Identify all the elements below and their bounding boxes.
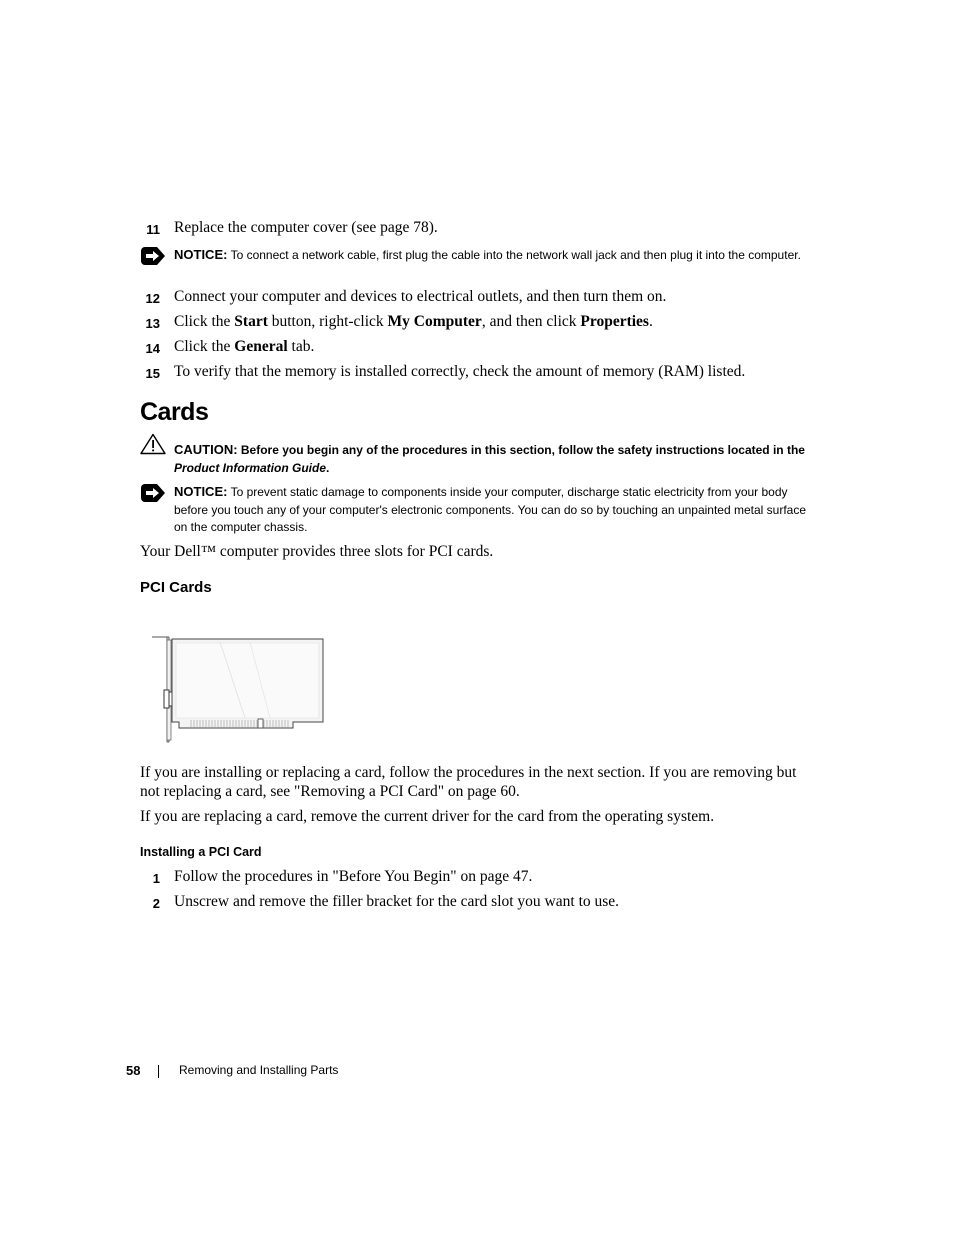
step-number: 14 bbox=[145, 341, 160, 356]
step-13 bbox=[140, 313, 820, 335]
procedure-title: Installing a PCI Card bbox=[140, 845, 262, 859]
step-install-2 bbox=[140, 893, 820, 915]
ui-term: Start bbox=[234, 313, 268, 330]
step-text bbox=[174, 338, 314, 356]
step-text bbox=[174, 893, 619, 911]
step-text-segment: To verify that the memory is installed correctly, check the amount of memory (RAM) listed. bbox=[174, 363, 746, 380]
step-text-segment: button, right-click bbox=[267, 313, 388, 330]
ui-term: My Computer bbox=[387, 313, 482, 330]
step-text-segment: , and then click bbox=[481, 313, 581, 330]
caution-body bbox=[174, 441, 814, 477]
step-text-segment: tab. bbox=[287, 338, 315, 355]
step-number: 15 bbox=[145, 366, 160, 381]
step-text-segment: Unscrew and remove the filler bracket for the card slot you want to use. bbox=[174, 893, 620, 910]
step-text bbox=[174, 288, 666, 306]
caution-triangle-icon bbox=[140, 433, 166, 455]
step-number: 13 bbox=[145, 316, 160, 331]
caution-text: Before you begin any of the procedures in this section, follow the safety instructions located in the bbox=[240, 443, 805, 457]
caution-label: CAUTION: bbox=[174, 442, 238, 457]
step-text bbox=[174, 313, 653, 331]
notice-label: NOTICE: bbox=[174, 484, 228, 499]
ui-term: General bbox=[234, 338, 288, 355]
step-number: 11 bbox=[146, 222, 160, 237]
caution-guide-title: Product Information Guide bbox=[174, 460, 326, 475]
step-number: 1 bbox=[152, 871, 160, 886]
subsection-title: PCI Cards bbox=[140, 579, 212, 596]
step-text-segment: Click the bbox=[174, 338, 235, 355]
caution-end: . bbox=[326, 460, 330, 475]
step-text bbox=[174, 868, 532, 886]
step-15 bbox=[140, 363, 820, 385]
notice-body bbox=[174, 246, 814, 265]
pci-card-illustration bbox=[145, 630, 335, 748]
chapter-title: Removing and Installing Parts bbox=[179, 1063, 339, 1077]
intro-paragraph: Your Dell™ computer provides three slots for PCI cards. bbox=[140, 543, 494, 560]
notice-text: To connect a network cable, first plug the cable into the network wall jack and then plug it into the computer. bbox=[230, 248, 801, 262]
step-12 bbox=[140, 288, 820, 310]
page-number: 58 bbox=[126, 1063, 141, 1078]
step-text-segment: Click the bbox=[174, 313, 235, 330]
ui-term: Properties bbox=[580, 313, 649, 330]
notice-arrow-icon bbox=[140, 483, 166, 503]
step-11 bbox=[140, 219, 820, 241]
step-number: 2 bbox=[152, 896, 160, 911]
section-title: Cards bbox=[140, 398, 209, 426]
step-number: 12 bbox=[145, 291, 160, 306]
notice-text: To prevent static damage to components inside your computer, discharge static electricity from your body before you touch any of your computer's electronic components. You can do so by touching an unpainted metal surface on the computer chassis. bbox=[174, 485, 807, 534]
step-text bbox=[174, 363, 745, 381]
notice-arrow-icon bbox=[140, 246, 166, 266]
step-text-segment: . bbox=[648, 313, 653, 330]
notice-label: NOTICE: bbox=[174, 247, 228, 262]
step-text bbox=[174, 219, 438, 237]
step-text-segment: Connect your computer and devices to electrical outlets, and then turn them on. bbox=[174, 288, 667, 305]
paragraph-install-intro: If you are installing or replacing a card, follow the procedures in the next section. If you are removing but not replacing a card, see "Removing a PCI Card" on page 60. bbox=[140, 764, 797, 800]
step-14 bbox=[140, 338, 820, 360]
step-text-segment: Follow the procedures in "Before You Begin" on page 47. bbox=[174, 868, 533, 885]
paragraph-driver: If you are replacing a card, remove the current driver for the card from the operating system. bbox=[140, 808, 715, 825]
footer-divider bbox=[158, 1065, 159, 1078]
step-text-segment: Replace the computer cover (see page 78). bbox=[174, 219, 438, 236]
notice-body bbox=[174, 483, 814, 537]
step-install-1 bbox=[140, 868, 820, 890]
